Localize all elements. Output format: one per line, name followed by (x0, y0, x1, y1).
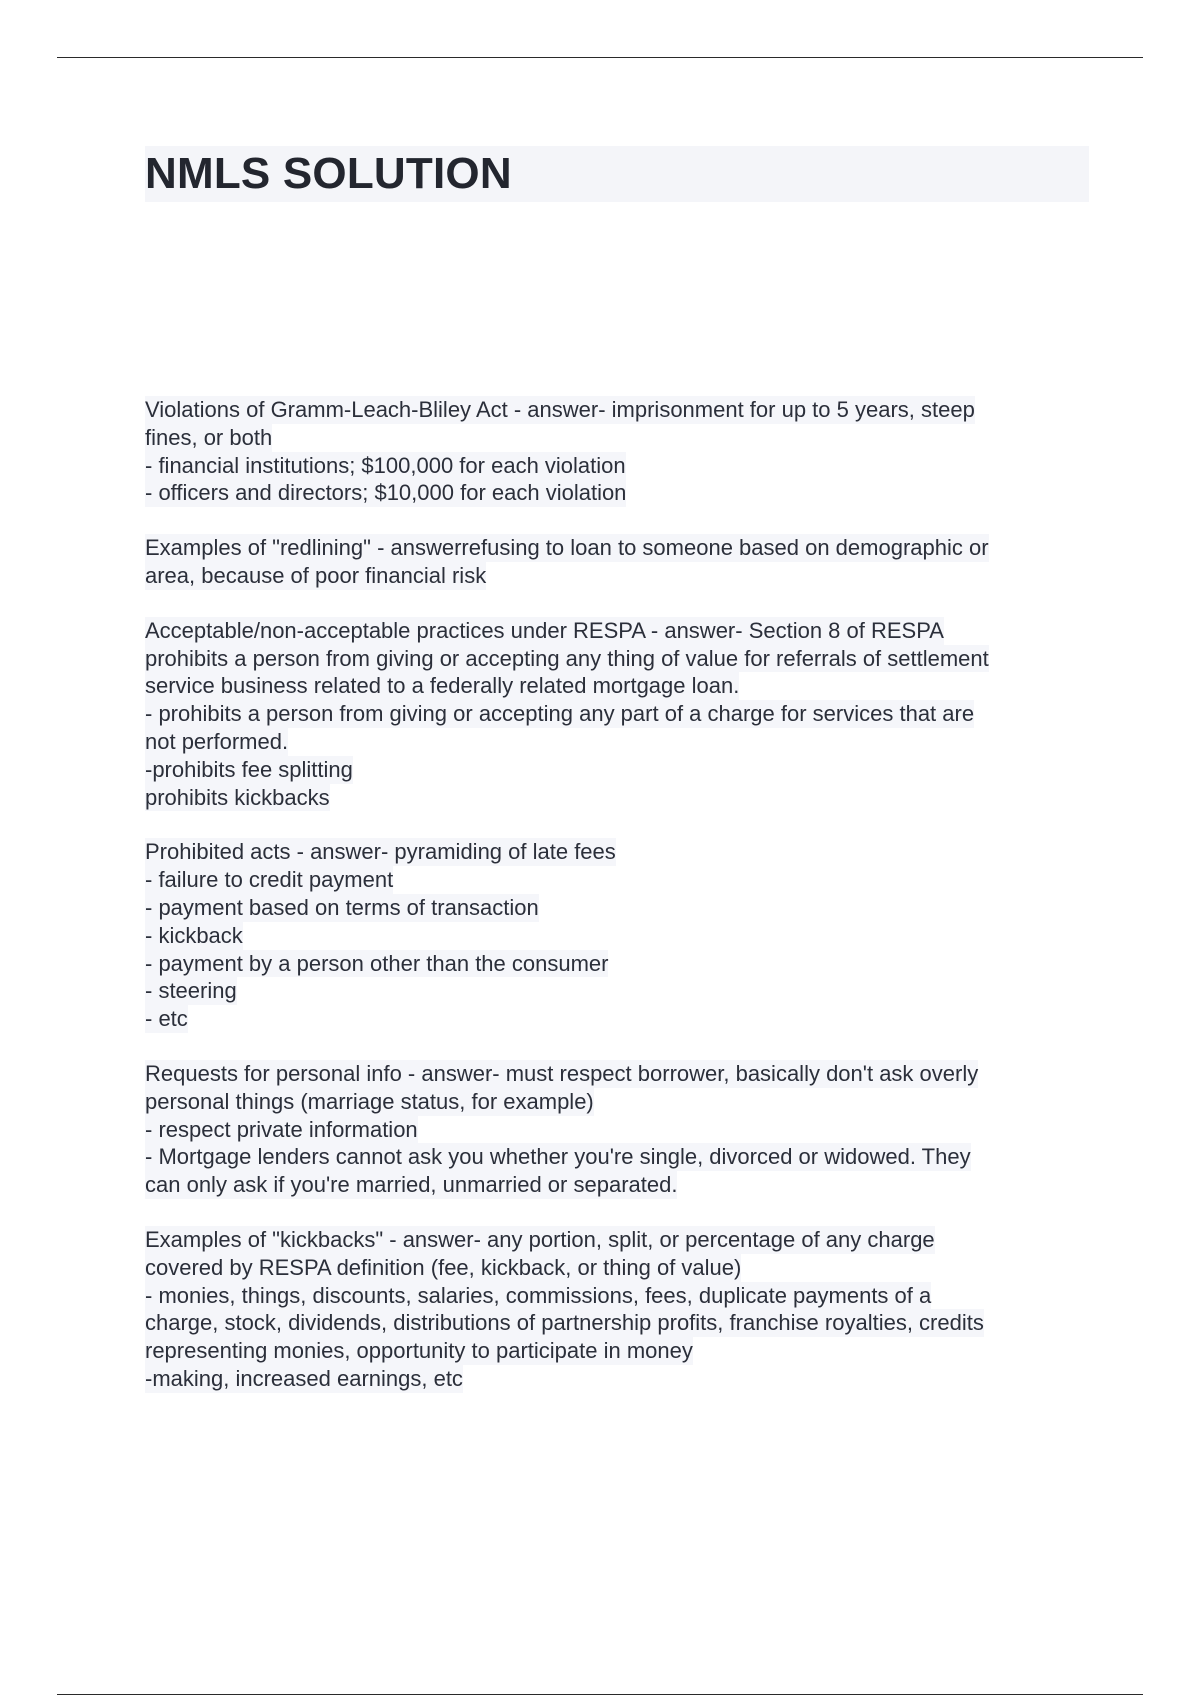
qa-line: - prohibits a person from giving or accepting any part of a charge for services that are (145, 701, 975, 727)
qa-line: - failure to credit payment (145, 867, 394, 893)
qa-line-row (145, 396, 1085, 424)
page-title: NMLS SOLUTION (145, 146, 1089, 202)
qa-line: - payment by a person other than the consumer (145, 950, 609, 976)
qa-block (145, 1226, 1085, 1393)
qa-line: Acceptable/non-acceptable practices under RESPA - answer- Section 8 of RESPA (145, 617, 944, 643)
qa-line-row (145, 562, 1085, 590)
qa-line-row (145, 1060, 1085, 1088)
qa-line: Prohibited acts - answer- pyramiding of late fees (145, 839, 616, 865)
qa-line: prohibits a person from giving or accepting any thing of value for referrals of settlement (145, 645, 989, 671)
qa-line: area, because of poor financial risk (145, 562, 487, 588)
qa-line: Violations of Gramm-Leach-Bliley Act - answer- imprisonment for up to 5 years, steep (145, 397, 975, 422)
qa-line-row (145, 700, 1085, 728)
qa-line-row (145, 1171, 1085, 1199)
qa-line-row (145, 1309, 1085, 1337)
qa-line: Requests for personal info - answer- must respect borrower, basically don't ask overly (145, 1060, 979, 1086)
qa-line: - etc (145, 1006, 188, 1032)
qa-line-row (145, 617, 1085, 645)
qa-block (145, 534, 1085, 590)
qa-line-row (145, 479, 1085, 507)
qa-line: not performed. (145, 728, 289, 754)
qa-line-row (145, 1282, 1085, 1310)
qa-line-row (145, 424, 1085, 452)
header-rule (57, 57, 1143, 58)
qa-line: - financial institutions; $100,000 for each violation (145, 452, 626, 478)
qa-line-row (145, 1143, 1085, 1171)
qa-line-row (145, 1365, 1085, 1393)
qa-line: - kickback (145, 922, 243, 948)
qa-line-row (145, 1254, 1085, 1282)
qa-line: can only ask if you're married, unmarried or separated. (145, 1172, 678, 1198)
document-body (145, 396, 1085, 1420)
qa-line: covered by RESPA definition (fee, kickback, or thing of value) (145, 1254, 742, 1280)
qa-line-row (145, 977, 1085, 1005)
qa-line-row (145, 1226, 1085, 1254)
qa-line: - respect private information (145, 1116, 418, 1142)
qa-line-row (145, 894, 1085, 922)
qa-block (145, 617, 1085, 812)
qa-line: - steering (145, 978, 237, 1004)
qa-line-row (145, 645, 1085, 673)
qa-line-row (145, 534, 1085, 562)
qa-line: charge, stock, dividends, distributions of partnership profits, franchise royalties, credits (145, 1310, 984, 1336)
qa-line-row (145, 950, 1085, 978)
qa-line: - officers and directors; $10,000 for each violation (145, 480, 627, 506)
qa-line-row (145, 784, 1085, 812)
qa-line-row (145, 1005, 1085, 1033)
qa-line: Examples of "redlining" - answerrefusing to loan to someone based on demographic or (145, 535, 989, 561)
qa-line: representing monies, opportunity to participate in money (145, 1338, 693, 1364)
qa-line-row (145, 728, 1085, 756)
qa-line: - Mortgage lenders cannot ask you whether you're single, divorced or widowed. They (145, 1144, 971, 1170)
qa-line-row (145, 1088, 1085, 1116)
qa-line-row (145, 838, 1085, 866)
qa-line: - monies, things, discounts, salaries, commissions, fees, duplicate payments of a (145, 1282, 932, 1308)
qa-line: -making, increased earnings, etc (145, 1365, 463, 1391)
qa-line: prohibits kickbacks (145, 784, 330, 810)
footer-rule (57, 1694, 1143, 1695)
qa-block (145, 396, 1085, 507)
qa-line: personal things (marriage status, for example) (145, 1088, 594, 1114)
qa-line-row (145, 452, 1085, 480)
qa-line-row (145, 1116, 1085, 1144)
qa-block (145, 838, 1085, 1033)
qa-line: -prohibits fee splitting (145, 756, 353, 782)
qa-line: Examples of "kickbacks" - answer- any portion, split, or percentage of any charge (145, 1226, 935, 1252)
qa-line-row (145, 756, 1085, 784)
qa-line: service business related to a federally related mortgage loan. (145, 673, 740, 699)
qa-line-row (145, 1337, 1085, 1365)
qa-line: - payment based on terms of transaction (145, 894, 539, 920)
qa-block (145, 1060, 1085, 1199)
qa-line-row (145, 866, 1085, 894)
qa-line: fines, or both (145, 424, 273, 450)
qa-line-row (145, 922, 1085, 950)
qa-line-row (145, 672, 1085, 700)
